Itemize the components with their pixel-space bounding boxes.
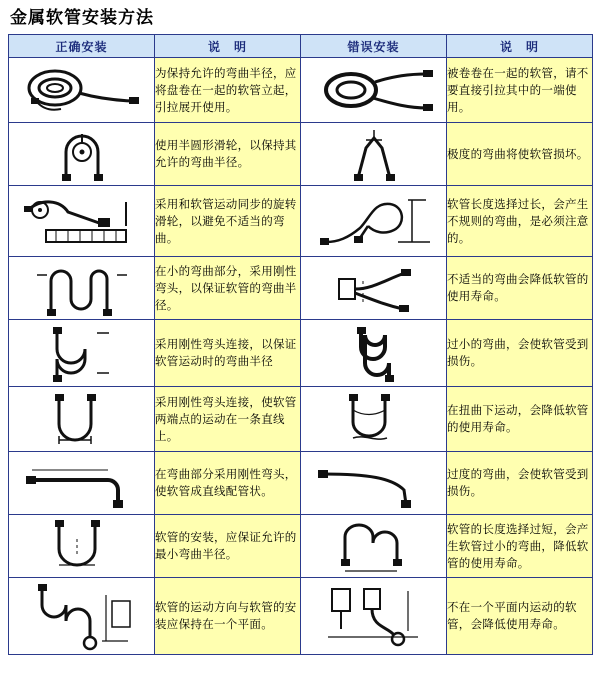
wrong-diagram-cell bbox=[301, 320, 447, 387]
table-row bbox=[9, 320, 593, 387]
column-header-wrong-install: 错误安装 bbox=[301, 35, 447, 58]
wrong-diagram-cell bbox=[301, 452, 447, 515]
correct-note: 采用刚性弯头连接，使软管两端点的运动在一条直线上。 bbox=[155, 387, 301, 452]
correct-note: 软管的运动方向与软管的安装应保持在一个平面。 bbox=[155, 578, 301, 655]
wrong-note: 极度的弯曲将使软管损坏。 bbox=[447, 123, 593, 186]
correct-diagram-cell bbox=[9, 58, 155, 123]
wrong-diagram-cell bbox=[301, 387, 447, 452]
installation-methods-table bbox=[8, 34, 593, 655]
rigid-elbow-connection-icon bbox=[17, 323, 147, 383]
twisted-u-bend-icon bbox=[309, 390, 439, 448]
correct-diagram-cell bbox=[9, 452, 155, 515]
wrong-diagram-cell bbox=[301, 123, 447, 186]
correct-note: 在弯曲部分采用刚性弯头，使软管成直线配管状。 bbox=[155, 452, 301, 515]
table-row bbox=[9, 257, 593, 320]
wrong-diagram-cell bbox=[301, 58, 447, 123]
column-header-correct-note: 说 明 bbox=[155, 35, 301, 58]
table-row bbox=[9, 186, 593, 257]
wrong-diagram-cell bbox=[301, 257, 447, 320]
sharp-bend-hose-icon bbox=[314, 126, 434, 182]
min-bend-radius-install-icon bbox=[17, 517, 147, 575]
wrong-note: 软管的长度选择过短，会产生软管过小的弯曲，降低软管的使用寿命。 bbox=[447, 515, 593, 578]
wrong-note: 不适当的弯曲会降低软管的使用寿命。 bbox=[447, 257, 593, 320]
straight-pipe-elbow-icon bbox=[16, 456, 148, 510]
wrong-note: 软管长度选择过长，会产生不规则的弯曲，是必须注意的。 bbox=[447, 186, 593, 257]
table-row bbox=[9, 452, 593, 515]
out-of-plane-motion-icon bbox=[308, 581, 440, 651]
table-header-row bbox=[9, 35, 593, 58]
correct-diagram-cell bbox=[9, 320, 155, 387]
too-long-hose-small-bend-icon bbox=[309, 517, 439, 575]
coiled-hose-pulled-icon bbox=[309, 62, 439, 118]
table-row bbox=[9, 58, 593, 123]
coiled-hose-flat-icon bbox=[17, 62, 147, 118]
correct-note: 软管的安装，应保证允许的最小弯曲半径。 bbox=[155, 515, 301, 578]
same-plane-motion-icon bbox=[16, 581, 148, 651]
wrong-note: 不在一个平面内运动的软管，会降低使用寿命。 bbox=[447, 578, 593, 655]
semicircular-pulley-icon bbox=[22, 126, 142, 182]
column-header-correct-install: 正确安装 bbox=[9, 35, 155, 58]
wrong-diagram-cell bbox=[301, 515, 447, 578]
wrong-diagram-cell bbox=[301, 578, 447, 655]
correct-diagram-cell bbox=[9, 387, 155, 452]
table-row bbox=[9, 123, 593, 186]
page-title: 金属软管安装方法 bbox=[10, 8, 154, 28]
column-header-wrong-note: 说 明 bbox=[447, 35, 593, 58]
correct-diagram-cell bbox=[9, 515, 155, 578]
u-bend-straight-ends-icon bbox=[17, 390, 147, 448]
correct-diagram-cell bbox=[9, 578, 155, 655]
table-row bbox=[9, 387, 593, 452]
improper-bend-angle-icon bbox=[309, 259, 439, 317]
correct-diagram-cell bbox=[9, 186, 155, 257]
table-row bbox=[9, 578, 593, 655]
correct-note: 采用和软管运动同步的旋转滑轮，以避免不适当的弯曲。 bbox=[155, 186, 301, 257]
table-row bbox=[9, 515, 593, 578]
excessive-bend-icon bbox=[308, 456, 440, 510]
correct-note: 为保持允许的弯曲半径，应将盘卷在一起的软管立起，引拉展开使用。 bbox=[155, 58, 301, 123]
wrong-diagram-cell bbox=[301, 186, 447, 257]
correct-note: 采用刚性弯头连接，以保证软管运动时的弯曲半径 bbox=[155, 320, 301, 387]
wrong-note: 被卷卷在一起的软管，请不要直接引拉其中的一端使用。 bbox=[447, 58, 593, 123]
wrong-note: 过度的弯曲，会使软管受到损伤。 bbox=[447, 452, 593, 515]
rigid-elbow-small-bend-icon bbox=[17, 259, 147, 317]
wrong-note: 过小的弯曲，会使软管受到损伤。 bbox=[447, 320, 593, 387]
correct-diagram-cell bbox=[9, 257, 155, 320]
correct-note: 使用半圆形滑轮，以保持其允许的弯曲半径。 bbox=[155, 123, 301, 186]
correct-note: 在小的弯曲部分，采用刚性弯头，以保证软管的弯曲半径。 bbox=[155, 257, 301, 320]
wrong-note: 在扭曲下运动，会降低软管的使用寿命。 bbox=[447, 387, 593, 452]
overlong-hose-loop-icon bbox=[308, 190, 440, 252]
too-small-bend-icon bbox=[309, 323, 439, 383]
correct-diagram-cell bbox=[9, 123, 155, 186]
rotating-pulley-sync-icon bbox=[16, 190, 148, 252]
